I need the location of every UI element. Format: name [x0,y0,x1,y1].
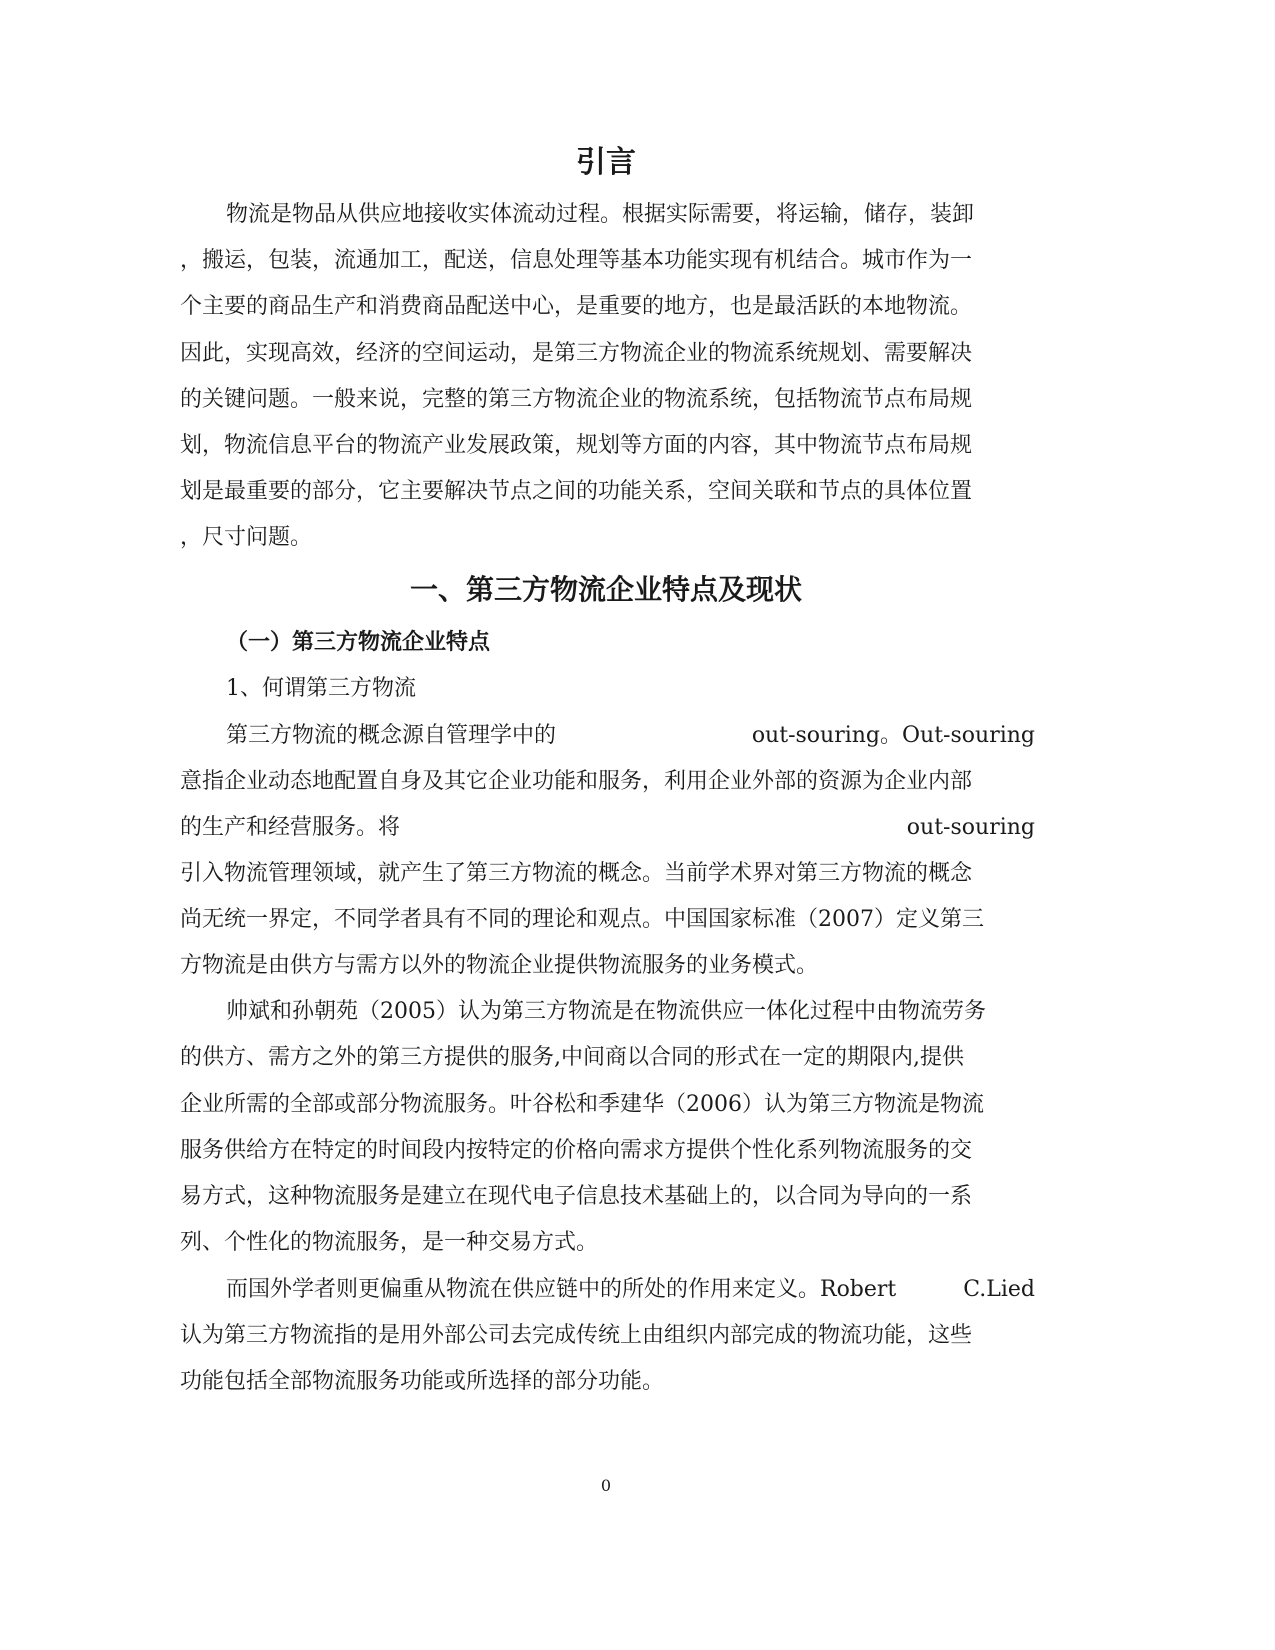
intro-line: 划，物流信息平台的物流产业发展政策，规划等方面的内容，其中物流节点布局规 [180,433,973,458]
item-heading: 1、何谓第三方物流 [226,676,416,701]
intro-line: 划是最重要的部分，它主要解决节点之间的功能关系，空间关联和节点的具体位置 [180,479,973,504]
paragraph-text: 第三方物流的概念源自管理学中的 [226,723,557,748]
paragraph-line: 引入物流管理领域，就产生了第三方物流的概念。当前学术界对第三方物流的概念 [180,861,973,886]
paragraph-line: 意指企业动态地配置自身及其它企业功能和服务，利用企业外部的资源为企业内部 [180,769,973,794]
paragraph-text: C.Lied [963,1277,1035,1302]
paragraph-text: 而国外学者则更偏重从物流在供应链中的所处的作用来定义。Robert [226,1277,897,1302]
page-title: 引言 [576,145,636,180]
paragraph-line: 列、个性化的物流服务，是一种交易方式。 [180,1230,599,1255]
paragraph-text: out-souring。Out-souring [751,723,1035,748]
subsection-heading: （一）第三方物流企业特点 [226,630,491,655]
intro-line: 因此，实现高效，经济的空间运动，是第三方物流企业的物流系统规划、需要解决 [180,341,973,366]
paragraph-line: 认为第三方物流指的是用外部公司去完成传统上由组织内部完成的物流功能，这些 [180,1323,973,1348]
page-number: 0 [600,1476,612,1495]
intro-line: ，搬运，包装，流通加工，配送，信息处理等基本功能实现有机结合。城市作为一 [180,248,973,273]
paragraph-text: out-souring [906,815,1035,840]
intro-line: ，尺寸问题。 [180,525,313,550]
paragraph-line [226,1275,1035,1305]
intro-line: 物流是物品从供应地接收实体流动过程。根据实际需要，将运输，储存，装卸 [226,202,975,227]
paragraph-line [226,721,1035,751]
paragraph-line: 易方式，这种物流服务是建立在现代电子信息技术基础上的，以合同为导向的一系 [180,1184,973,1209]
section-heading: 一、第三方物流企业特点及现状 [409,573,802,606]
paragraph-line: 功能包括全部物流服务功能或所选择的部分功能。 [180,1369,665,1394]
paragraph-line: 帅斌和孙朝苑（2005）认为第三方物流是在物流供应一体化过程中由物流劳务 [226,999,986,1024]
intro-line: 的关键问题。一般来说，完整的第三方物流企业的物流系统，包括物流节点布局规 [180,387,973,412]
paragraph-line: 的供方、需方之外的第三方提供的服务,中间商以合同的形式在一定的期限内,提供 [180,1045,964,1070]
paragraph-line: 服务供给方在特定的时间段内按特定的价格向需求方提供个性化系列物流服务的交 [180,1138,973,1163]
paragraph-line: 尚无统一界定，不同学者具有不同的理论和观点。中国国家标准（2007）定义第三 [180,907,984,932]
paragraph-line: 企业所需的全部或部分物流服务。叶谷松和季建华（2006）认为第三方物流是物流 [180,1092,984,1117]
intro-line: 个主要的商品生产和消费商品配送中心，是重要的地方，也是最活跃的本地物流。 [180,294,973,319]
paragraph-text: 的生产和经营服务。将 [180,815,401,840]
paragraph-line [180,813,1035,843]
paragraph-line: 方物流是由供方与需方以外的物流企业提供物流服务的业务模式。 [180,953,819,978]
